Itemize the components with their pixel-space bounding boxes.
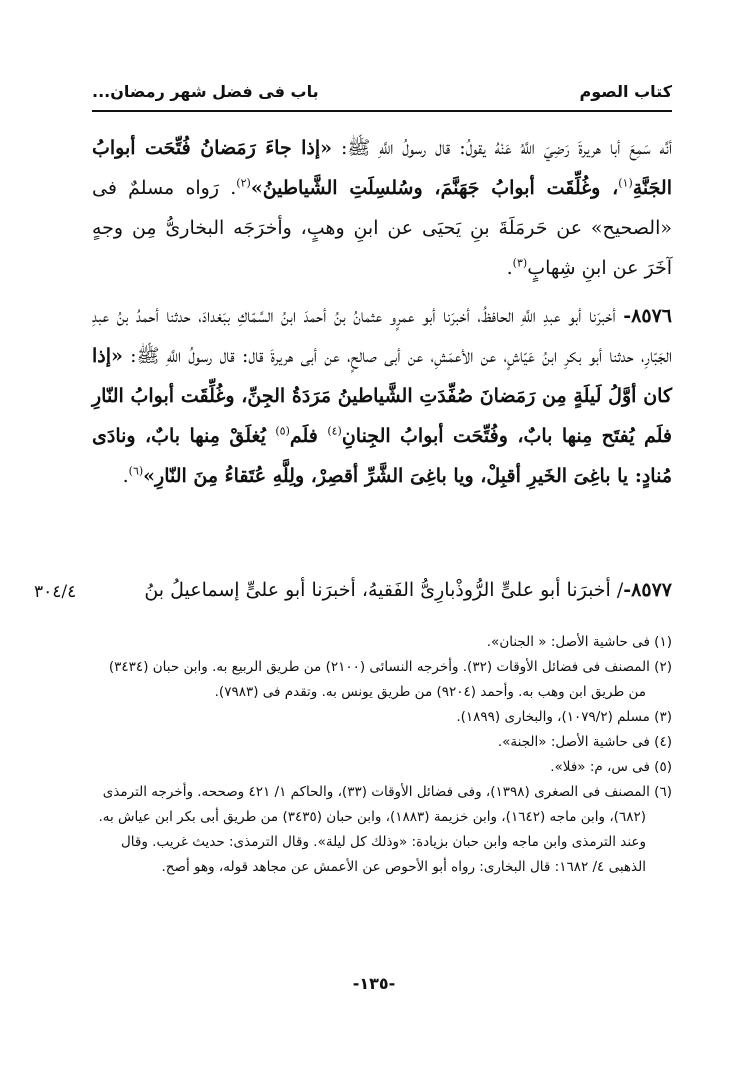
running-header xyxy=(92,76,672,112)
hadith-text: أخبرَنا أبو عبدِ اللَّهِ الحافظُ، أخبرَنا أبو عمرٍو عثمانُ بنُ أحمدَ ابنُ السَّمّاكِ ببَغدادَ، حدثنا أحمدُ بنُ عبدِ الجَبّارِ، حدثنا أبو بكرِ ابنُ عَيّاشٍ، عن الأعمَشِ، عن أبى صالحٍ، عن أبى هريرةَ قال: قال رسولُ اللَّهِ ﷺ: xyxy=(92,305,672,367)
hadith-text: / أخبرَنا أبو علىٍّ الرُّوذْبارِىُّ الفَقيهُ، أخبرَنا أبو علىٍّ إسماعيلُ بنُ xyxy=(144,579,624,601)
prophetic-text: يُغلَقْ مِنها بابٌ، ونادَى مُنادٍ: يا باغِىَ الخَيرِ أقبِلْ، ويا باغِىَ الشَّرِّ أقصِرْ، ولِلَّهِ عُتَقاءُ مِنَ النّارِ» xyxy=(92,425,672,487)
footnote: (٦) المصنف فى الصغرى (١٣٩٨)، وفى فضائل الأوقات (٣٣)، والحاكم ١/ ٤٢١ وصححه. وأخرجه الترمذى (٦٨٢)، وابن ماجه (١٦٤٢)، وابن خزيمة (١٨٨٣)، وابن حبان (٣٤٣٥) من طريق أبى بكر ابن عياش به. وعند الترمذى وابن ماجه وابن حبان بزيادة: «وذلك كل ليلة». وقال الترمذى: حديث غريب. وقال الذهبى ٤/ ١٦٨٢: قال البخارى: رواه أبو الأحوص عن الأعمش عن مجاهد قوله، وهو أصح. xyxy=(98,784,672,875)
prophetic-text: فلَم xyxy=(289,425,328,447)
footnote: (١) فى حاشية الأصل: « الجنان». xyxy=(486,634,672,650)
footnote: (٣) مسلم (١٠٧٩/٢)، والبخارى (١٨٩٩). xyxy=(456,709,672,725)
hadith-number: ٨٥٧٧- xyxy=(623,579,672,601)
footnote-ref: (٥) xyxy=(275,424,290,438)
margin-reference: ٣٠٤/٤ xyxy=(34,582,77,602)
hadith-8575-tail xyxy=(92,128,672,288)
footnote: (٤) فى حاشية الأصل: «الجنة». xyxy=(497,734,672,750)
chapter-title: باب فى فضل شهر رمضان... xyxy=(92,82,319,101)
footnote: (٢) المصنف فى فضائل الأوقات (٣٢). وأخرجه النسائى (٢١٠٠) من طريق الربيع به. وابن حبان (٣٤٣٤) من طريق ابن وهب به. وأحمد (٩٢٠٤) من طريق يونس به. وتقدم فى (٧٩٨٣). xyxy=(108,659,672,700)
footnotes xyxy=(92,630,672,880)
prophetic-text: ، وغُلِّقَت أبوابُ جَهَنَّمَ، وسُلسِلَتِ الشَّياطينُ» xyxy=(250,177,619,199)
footnote: (٥) فى س، م: «فلا». xyxy=(550,759,672,775)
hadith-number: ٨٥٧٦- xyxy=(623,305,672,327)
hadith-8577 xyxy=(92,570,672,610)
hadith-8576 xyxy=(92,296,672,496)
hadith-text: أنَّه سَمِعَ أبا هريرةَ رَضِيَ اللَّهُ عَنْهُ يقولُ: قال رسولُ اللَّهِ ﷺ: xyxy=(332,137,673,159)
footnote-ref: (١) xyxy=(618,176,633,190)
main-text xyxy=(92,128,672,496)
page-number: -١٣٥- xyxy=(352,974,396,993)
hadith-text: . xyxy=(506,257,513,279)
prophetic-text: «إذا كان أوَّلُ لَيلَةٍ مِن رَمَضانَ صُفِّدَتِ الشَّياطينُ مَرَدَةُ الجِنِّ، وغُلِّقَت أبوابُ النّارِ فلَم يُفتَح مِنها بابٌ، وفُتِّحَت أبوابُ الجِنانِ xyxy=(92,345,673,447)
hadith-text: . xyxy=(122,465,129,487)
footnote-ref: (٦) xyxy=(128,464,144,478)
footnote-ref: (٤) xyxy=(327,424,342,438)
footnote-ref: (٣) xyxy=(512,256,528,270)
prophetic-text: «إذا جاءَ رَمَضانُ فُتِّحَت أبوابُ الجَنَّةِ xyxy=(92,137,672,199)
hadith-text: . رَواه مسلمٌ فى «الصحيح» عن حَرمَلَةَ بنِ يَحيَى عن ابنِ وهبٍ، وأخرَجَه البخارىُّ مِن وجهٍ آخَرَ عن ابنِ شِهابٍ xyxy=(92,177,672,279)
book-title: كتاب الصوم xyxy=(579,82,672,101)
footnote-ref: (٢) xyxy=(236,176,251,190)
